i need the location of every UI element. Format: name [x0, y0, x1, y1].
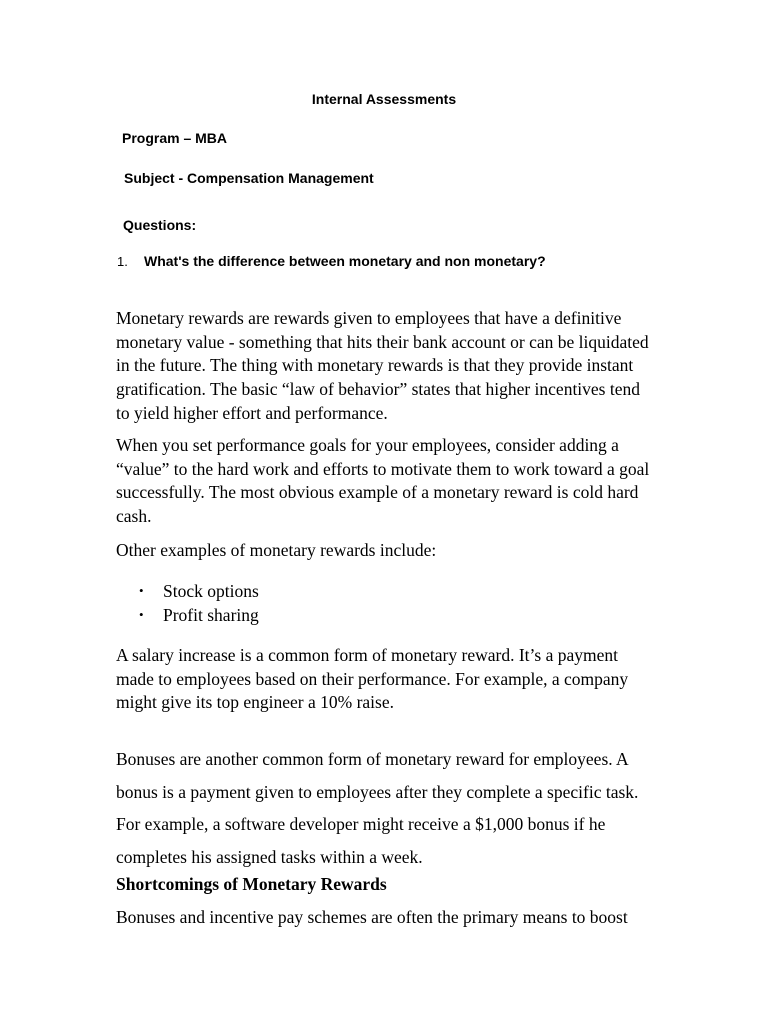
document-title: Internal Assessments: [311, 91, 457, 107]
paragraph-text: Monetary rewards are rewards given to employees that have a definitive monetary value - something that hits their bank account or can be liquidated in the future. The thing with monetary rewards is that they provide instant gratification. The basic “law of behavior” states that higher incentives tend to yield higher effort and performance.: [116, 308, 649, 423]
list-item: [116, 603, 259, 627]
program-line: Program – MBA: [122, 130, 228, 146]
paragraph-performance-goals: [116, 434, 656, 529]
bullet-list: [116, 579, 259, 627]
paragraph-text: Other examples of monetary rewards include:: [116, 540, 437, 560]
list-item: [116, 579, 259, 603]
question-text: What's the difference between monetary and non monetary?: [144, 253, 546, 269]
paragraph-text: Bonuses and incentive pay schemes are often the primary means to boost: [116, 907, 628, 927]
bullet-icon: •: [139, 583, 144, 598]
bullet-icon: •: [139, 607, 144, 622]
subject-line: Subject - Compensation Management: [124, 170, 374, 186]
paragraph-monetary-definition: [116, 307, 656, 426]
paragraph-salary-increase: [116, 644, 656, 715]
questions-label: Questions:: [123, 217, 197, 233]
paragraph-other-examples: [116, 539, 656, 563]
section-heading: Shortcomings of Monetary Rewards: [116, 874, 387, 894]
paragraph-text: A salary increase is a common form of monetary reward. It’s a payment made to employees based on their performance. For example, a company might give its top engineer a 10% raise.: [116, 645, 629, 713]
list-item-text: Stock options: [163, 581, 259, 601]
list-item-text: Profit sharing: [163, 605, 259, 625]
paragraph-text: When you set performance goals for your employees, consider adding a “value” to the hard work and efforts to motivate them to work toward a goal successfully. The most obvious example of a monetary reward is cold hard cash.: [116, 435, 650, 527]
paragraph-bonuses: [116, 743, 656, 874]
paragraph-shortcomings: [116, 906, 656, 930]
paragraph-text: Bonuses are another common form of monetary reward for employees. A bonus is a payment given to employees after they complete a specific task. For example, a software developer might receive a $1,000 bonus if he completes his assigned tasks within a week.: [116, 749, 639, 868]
question-number: 1.: [117, 254, 128, 269]
